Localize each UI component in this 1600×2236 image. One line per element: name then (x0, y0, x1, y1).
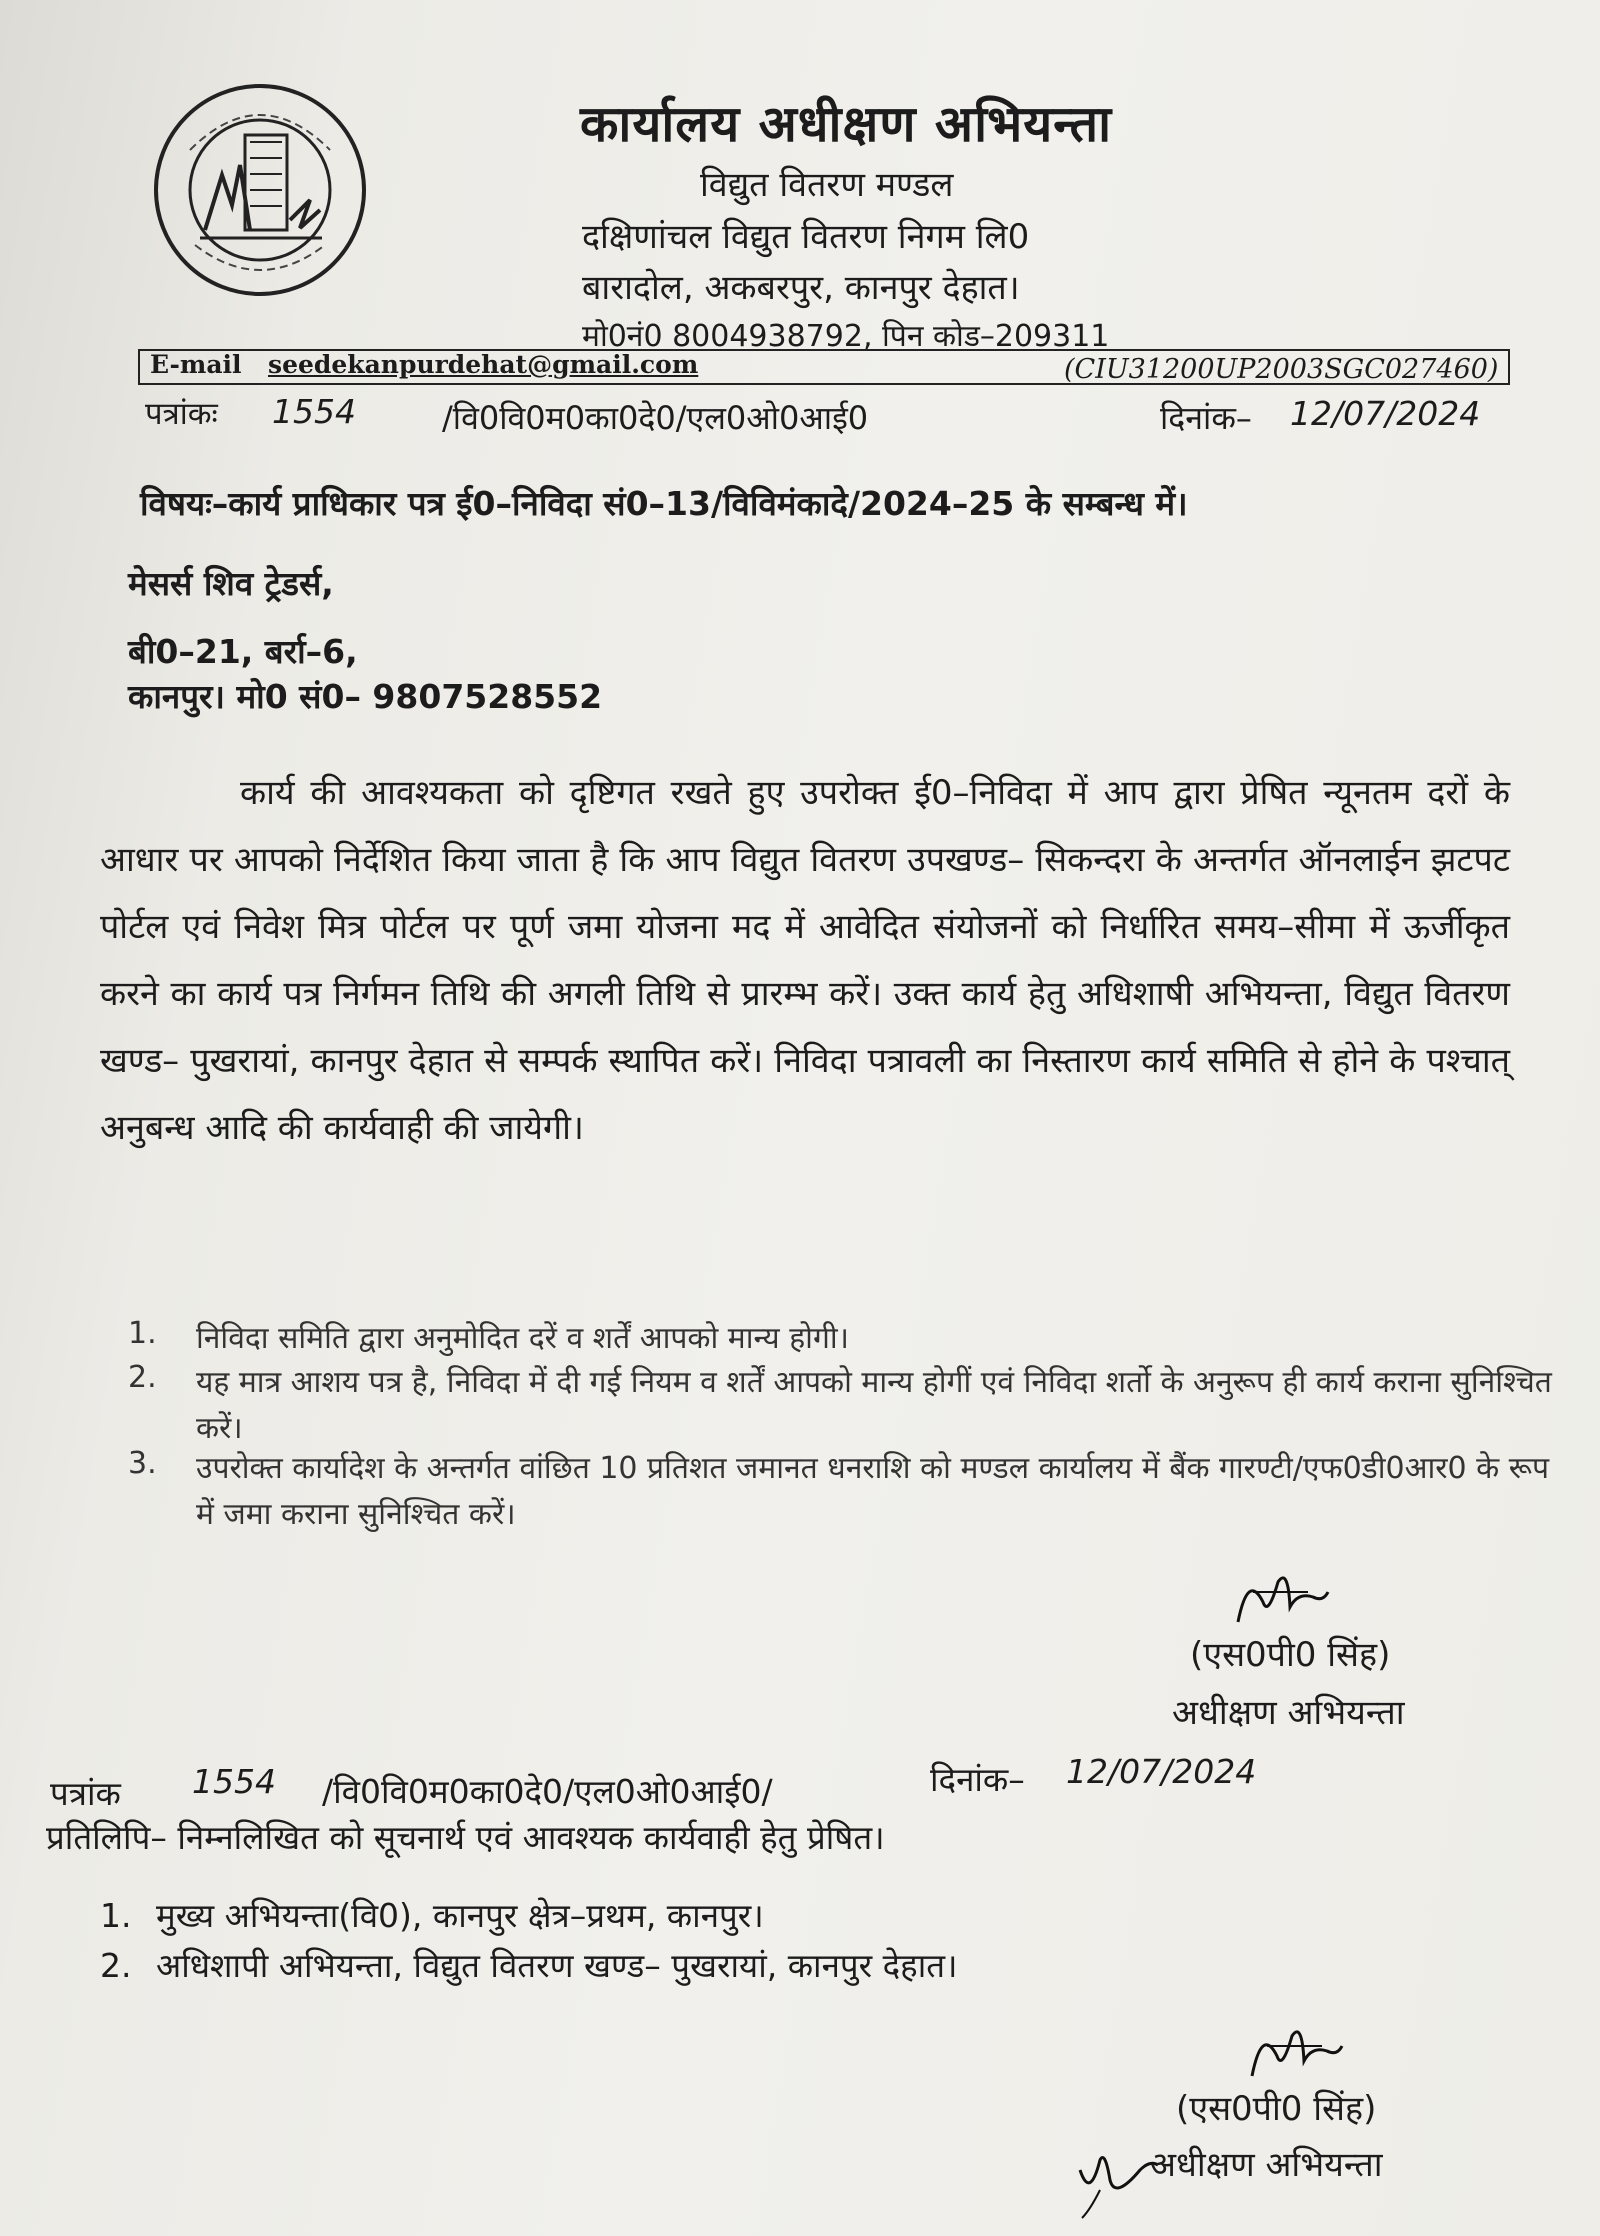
condition-text: निविदा समिति द्वारा अनुमोदित दरें व शर्तें आपको मान्य होगी। (196, 1321, 849, 1356)
copy-reference-label: पत्रांक (50, 1774, 121, 1813)
addressee-city-phone: कानपुर। मो0 सं0– 9807528552 (128, 677, 603, 716)
office-contact: मो0नं0 8004938792, पिन कोड–209311 (582, 319, 1110, 354)
office-division: विद्युत वितरण मण्डल (700, 165, 954, 205)
email-address: seedekanpurdehat@gmail.com (268, 350, 699, 379)
reference-number: 1554 (272, 392, 356, 431)
subject-line: विषयः–कार्य प्राधिकार पत्र ई0–निविदा सं0–13/विविमंकादे/2024–25 के सम्बन्ध में। (140, 484, 1188, 523)
office-address: बारादोल, अकबरपुर, कानपुर देहात। (582, 268, 1020, 308)
reference-label: पत्रांकः (145, 396, 218, 432)
reference-code: /वि0वि0म0का0दे0/एल0ओ0आई0 (442, 399, 869, 437)
copy-reference-code: /वि0वि0म0का0दे0/एल0ओ0आई0/ (322, 1772, 773, 1811)
date-label: दिनांक– (1160, 399, 1252, 437)
office-title: कार्यालय अधीक्षण अभियन्ता (580, 95, 1113, 153)
copy-to-item (100, 1892, 764, 1937)
copy-date-value: 12/07/2024 (1066, 1752, 1257, 1791)
copy-to-intro: प्रतिलिपि– निम्नलिखित को सूचनार्थ एवं आवश्यक कार्यवाही हेतु प्रेषित। (46, 1818, 885, 1857)
copy-signatory-name: (एस0पी0 सिंह) (1176, 2089, 1377, 2129)
copy-signatory-designation: अधीक्षण अभियन्ता (1150, 2145, 1383, 2185)
office-corporation: दक्षिणांचल विद्युत वितरण निगम लि0 (582, 217, 1030, 257)
initials-scribble-icon (1070, 2140, 1160, 2220)
copy-to-text: अधिशापी अभियन्ता, विद्युत वितरण खण्ड– पुखरायां, कानपुर देहात। (156, 1946, 958, 1985)
copy-to-item (100, 1942, 958, 1987)
condition-number: 1. (128, 1316, 157, 1351)
department-seal-icon (150, 80, 370, 300)
date-value: 12/07/2024 (1290, 394, 1481, 433)
cin-number: (CIU31200UP2003SGC027460) (1064, 354, 1499, 385)
condition-text: यह मात्र आशय पत्र है, निविदा में दी गई नियम व शर्तें आपको मान्य होगीं एवं निविदा शर्तो के अनुरूप ही कार्य कराना सुनिश्चित करें। (196, 1365, 1552, 1446)
copy-reference-number: 1554 (192, 1762, 276, 1801)
email-label: E-mail (150, 350, 242, 379)
copy-to-number: 2. (100, 1946, 132, 1985)
copy-to-text: मुख्य अभियन्ता(वि0), कानपुर क्षेत्र–प्रथम, कानपुर। (156, 1896, 764, 1935)
condition-number: 3. (128, 1446, 157, 1481)
addressee-street: बी0–21, बर्रा–6, (128, 632, 358, 671)
signatory-designation: अधीक्षण अभियन्ता (1172, 1693, 1405, 1733)
addressee-name: मेसर्स शिव ट्रेडर्स, (128, 564, 334, 603)
condition-number: 2. (128, 1360, 157, 1395)
condition-text: उपरोक्त कार्यादेश के अन्तर्गत वांछित 10 प्रतिशत जमानत धनराशि को मण्डल कार्यालय में बैंक गारण्टी/एफ0डी0आर0 के रूप में जमा कराना सुनिश्चित करें। (196, 1451, 1550, 1532)
copy-to-number: 1. (100, 1896, 132, 1935)
body-paragraph: कार्य की आवश्यकता को दृष्टिगत रखते हुए उपरोक्त ई0–निविदा में आप द्वारा प्रेषित न्यूनतम दरों के आधार पर आपको निर्देशित किया जाता है कि आप विद्युत वितरण उपखण्ड– सिकन्दरा के अन्तर्गत ऑनलाईन झटपट पोर्टल एवं निवेश मित्र पोर्टल पर पूर्ण जमा योजना मद में आवेदित संयोजनों को निर्धारित समय–सीमा में ऊर्जीकृत करने का कार्य पत्र निर्गमन तिथि की अगली तिथि से प्रारम्भ करें। उक्त कार्य हेतु अधिशाषी अभियन्ता, विद्युत वितरण खण्ड– पुखरायां, कानपुर देहात से सम्पर्क स्थापित करें। निविदा पत्रावली का निस्तारण कार्य समिति से होने के पश्चात् अनुबन्ध आदि की कार्यवाही की जायेगी। (100, 773, 1510, 1148)
signatory-name: (एस0पी0 सिंह) (1190, 1635, 1391, 1675)
copy-date-label: दिनांक– (930, 1760, 1025, 1799)
